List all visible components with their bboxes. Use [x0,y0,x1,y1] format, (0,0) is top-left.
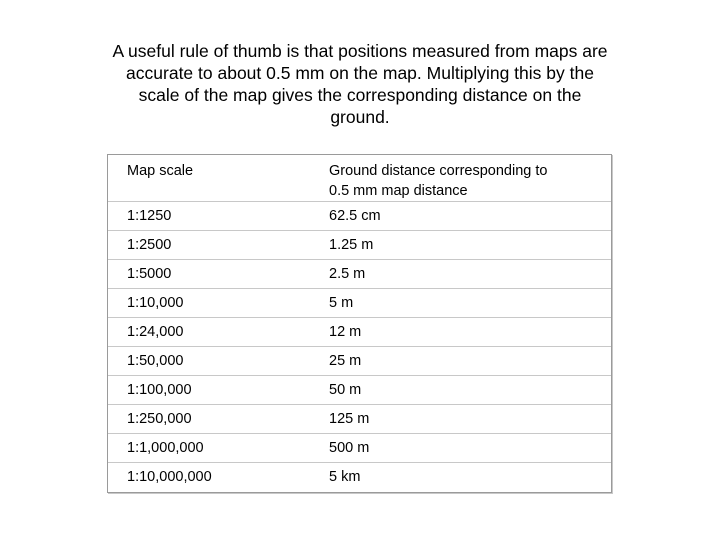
ground-distance-cell: 500 m [327,434,611,463]
ground-distance-cell: 2.5 m [327,260,611,289]
map-scale-cell: 1:100,000 [108,376,327,405]
intro-line: accurate to about 0.5 mm on the map. Multiplying this by the [126,63,594,83]
table-row [108,347,611,376]
map-scale-cell: 1:2500 [108,231,327,260]
table-row [108,434,611,463]
table-row [108,318,611,347]
ground-distance-cell: 5 km [329,469,361,485]
ground-distance-cell: 5 m [327,289,611,318]
map-scale-cell: 1:24,000 [108,318,327,347]
ground-distance-cell: 125 m [327,405,611,434]
ground-distance-cell: 50 m [327,376,611,405]
map-scale-cell: 1:250,000 [108,405,327,434]
scale-table [107,154,612,493]
map-scale-cell: 1:10,000 [108,289,327,318]
intro-line: scale of the map gives the corresponding distance on the [138,85,582,105]
table-row [108,405,611,434]
map-scale-cell: 1:50,000 [108,347,327,376]
table-row [108,289,611,318]
intro-paragraph [60,40,660,128]
map-scale-cell: 1:1,000,000 [108,434,327,463]
ground-distance-cell: 62.5 cm [327,202,611,231]
intro-line: ground. [330,107,390,127]
header-ground-distance: Ground distance corresponding to 0.5 mm map distance [327,155,611,202]
table-row [108,463,611,492]
table-row [108,202,611,231]
map-scale-cell: 1:5000 [108,260,327,289]
table-header-row [108,155,611,202]
ground-distance-cell: 1.25 m [327,231,611,260]
map-scale-cell: 1:10,000,000 [127,469,212,485]
map-scale-cell: 1:1250 [108,202,327,231]
table-row [108,260,611,289]
header-map-scale: Map scale [108,155,327,202]
ground-distance-cell: 25 m [327,347,611,376]
table-row [108,376,611,405]
intro-line: A useful rule of thumb is that positions measured from maps are [112,41,608,61]
table-row [108,231,611,260]
ground-distance-cell: 12 m [327,318,611,347]
